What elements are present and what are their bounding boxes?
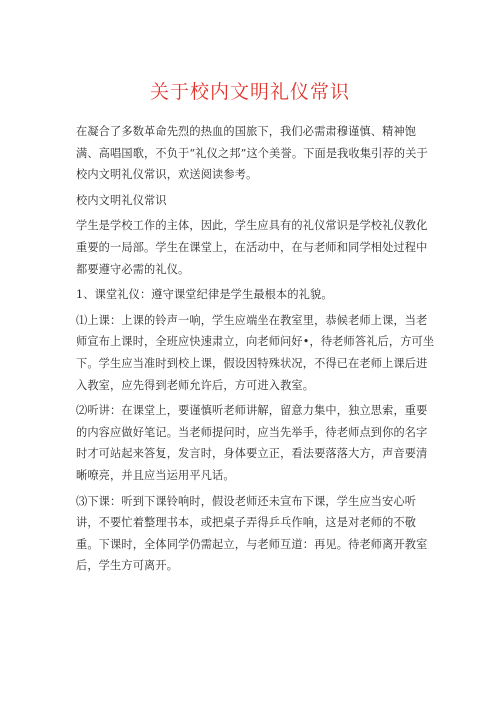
document-body	[76, 121, 438, 581]
item-paragraph-class-start: ⑴上课：上课的铃声一响，学生应端坐在教室里，恭候老师上课，当老师宣布上课时，全班应快速肃立，向老师问好•，待老师答礼后，方可坐下。学生应当准时到校上课，假设因特殊状况，不得已在老师上课后进入教室，应先得到老师允许后，方可进入教室。	[76, 313, 435, 392]
intro-paragraph: 在凝合了多数革命先烈的热血的国旅下，我们必需肃穆谨慎、精神饱满、高唱国歌，不负于“礼仪之邦”这个美誉。下面是我收集引荐的关于校内文明礼仪常识，欢送阅读参考。	[76, 125, 428, 182]
item-paragraph-listening: ⑵听讲：在课堂上，要谨慎听老师讲解，留意力集中，独立思索，重要的内容应做好笔记。当老师提问时，应当先举手，待老师点到你的名字时才可站起来答复，发言时，身体要立正，看法要落落大方，声音要清晰嘹亮，并且应当运用平凡话。	[76, 404, 428, 482]
section-paragraph: 学生是学校工作的主体，因此，学生应具有的礼仪常识是学校礼仪教化重要的一局部。学生在课堂上，在活动中，在与老师和同学相处过程中都要遵守必需的礼仪。	[76, 219, 428, 276]
subsection-heading: 1、课堂礼仪：遵守课堂纪律是学生最根本的礼貌。	[76, 288, 333, 302]
item-paragraph-class-end: ⑶下课：听到下课铃响时，假设老师还未宣布下课，学生应当安心听讲，不要忙着整理书本，或把桌子弄得乒乓作响，这是对老师的不敬重。下课时，全体同学仍需起立，与老师互道：再见。待老师离开教室后，学生方可离开。	[76, 494, 428, 573]
section-heading: 校内文明礼仪常识	[76, 193, 167, 207]
document-title: 关于校内文明礼仪常识	[149, 81, 350, 103]
